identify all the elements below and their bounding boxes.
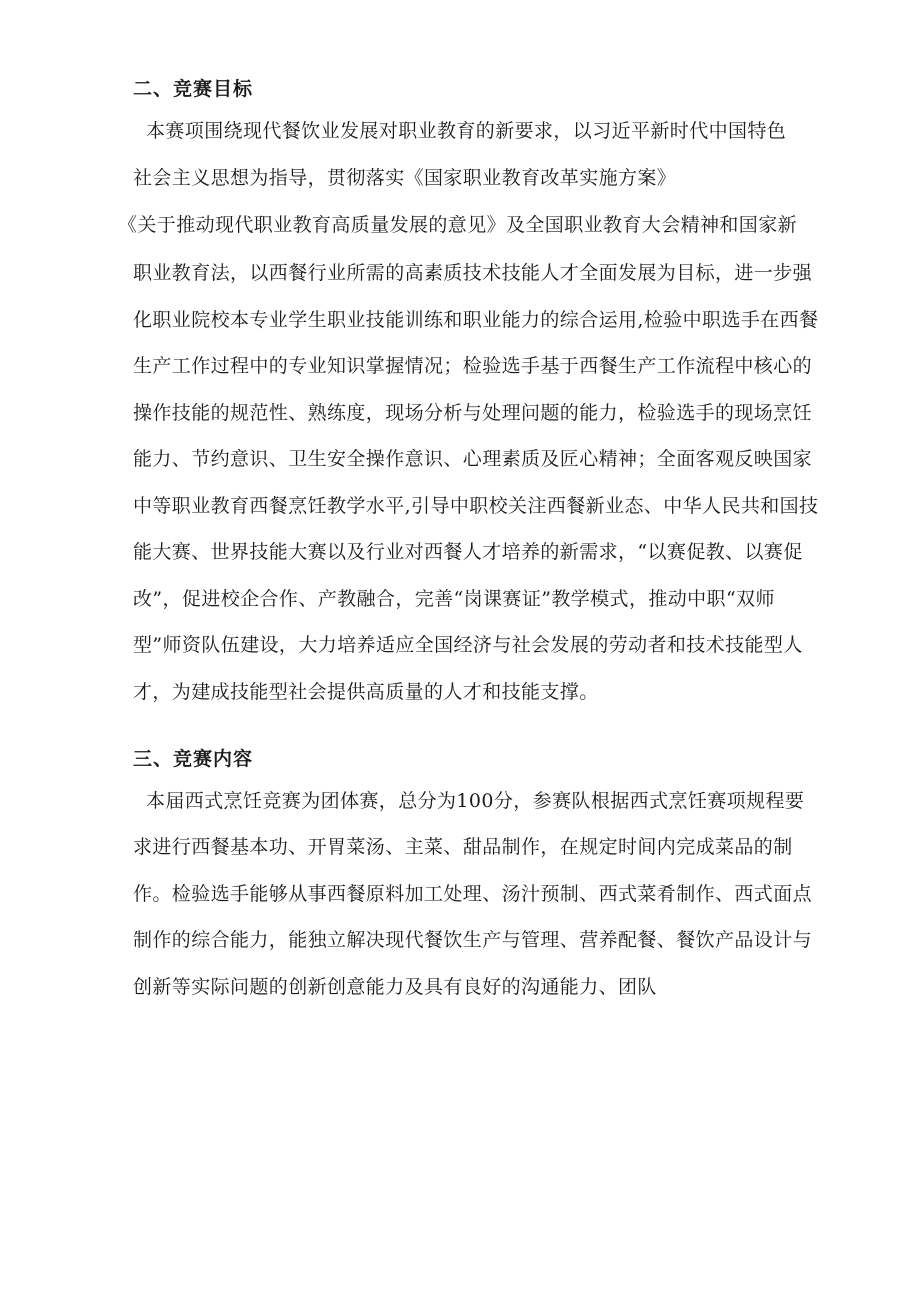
paragraph-line: 能力、节约意识、卫生安全操作意识、心理素质及匠心精神；全面客观反映国家 <box>133 448 813 470</box>
section-heading-competition-goals: 二、竞赛目标 <box>133 78 254 100</box>
paragraph-line: 职业教育法，以西餐行业所需的高素质技术技能人才全面发展为目标，进一步强 <box>133 262 813 284</box>
paragraph-line: 能大赛、世界技能大赛以及行业对西餐人才培养的新需求，“以赛促教、以赛促 <box>133 541 803 563</box>
paragraph-line: 生产工作过程中的专业知识掌握情况；检验选手基于西餐生产工作流程中核心的 <box>133 355 813 377</box>
paragraph-line: 中等职业教育西餐烹饪教学水平,引导中职校关注西餐新业态、中华人民共和国技 <box>133 495 819 517</box>
paragraph-line: 社会主义思想为指导，贯彻落实《国家职业教育改革实施方案》 <box>133 167 677 189</box>
paragraph-line: 创新等实际问题的创新创意能力及具有良好的沟通能力、团队 <box>133 976 657 998</box>
paragraph-line: 改”，促进校企合作、产教融合，完善“岗课赛证”教学模式，推动中职“双师 <box>133 588 775 610</box>
paragraph-line: 化职业院校本专业学生职业技能训练和职业能力的综合运用,检验中职选手在西餐 <box>133 309 819 331</box>
paragraph-line: 操作技能的规范性、熟练度，现场分析与处理问题的能力，检验选手的现场烹饪 <box>133 402 813 424</box>
paragraph-line: 制作的综合能力，能独立解决现代餐饮生产与管理、营养配餐、餐饮产品设计与 <box>133 929 813 951</box>
paragraph-line: 本赛项围绕现代餐饮业发展对职业教育的新要求，以习近平新时代中国特色 <box>146 120 787 142</box>
paragraph-line: 型”师资队伍建设，大力培养适应全国经济与社会发展的劳动者和技术技能型人 <box>133 634 803 656</box>
paragraph-line: 求进行西餐基本功、开胃菜汤、主菜、甜品制作，在规定时间内完成菜品的制 <box>133 836 793 858</box>
paragraph-line: 本届西式烹饪竞赛为团体赛，总分为100分，参赛队根据西式烹饪赛项规程要 <box>146 790 805 812</box>
section-heading-competition-content: 三、竞赛内容 <box>133 748 254 770</box>
paragraph-line: 作。检验选手能够从事西餐原料加工处理、汤汁预制、西式菜肴制作、西式面点 <box>133 883 813 905</box>
paragraph-line: 才，为建成技能型社会提供高质量的人才和技能支撑。 <box>133 681 599 703</box>
paragraph-line: 《关于推动现代职业教育高质量发展的意见》及全国职业教育大会精神和国家新 <box>118 214 798 236</box>
